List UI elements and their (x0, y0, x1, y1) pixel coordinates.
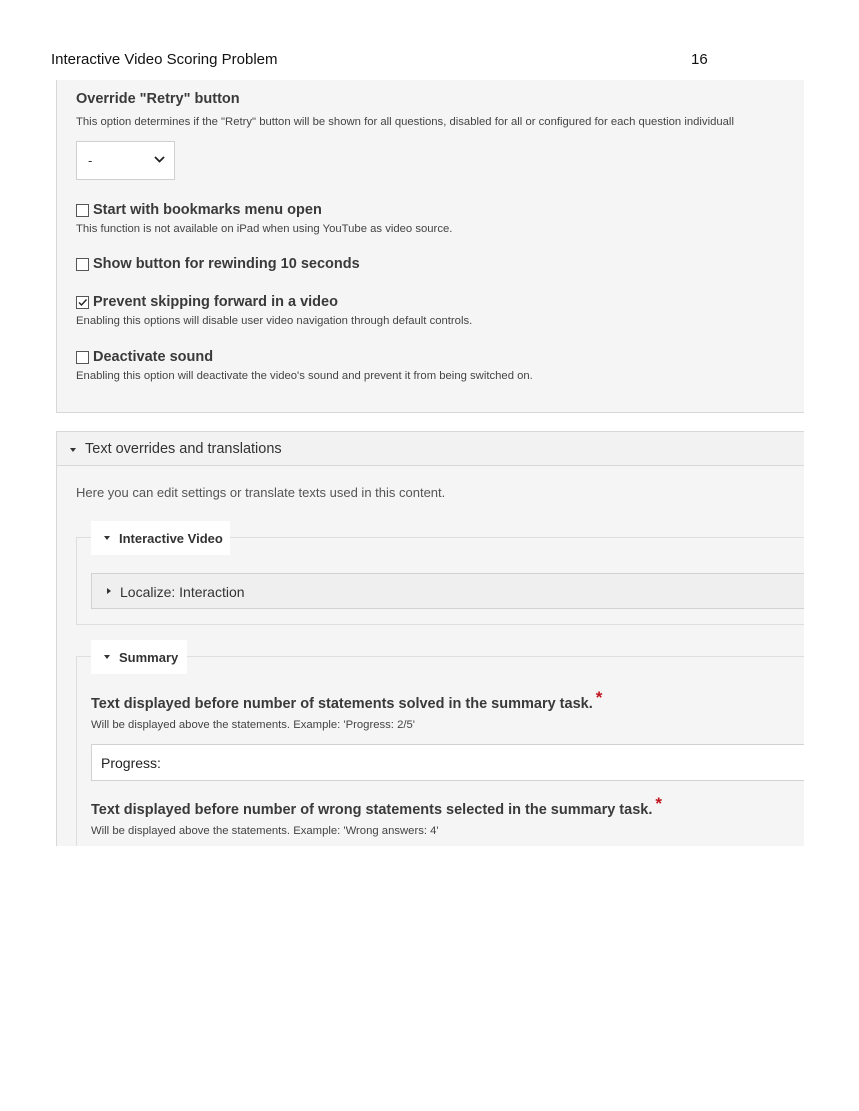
progress-text-value: Progress: (101, 755, 161, 771)
interactive-video-group (76, 531, 804, 625)
document-header (51, 51, 859, 71)
prevent-skipping-label: Prevent skipping forward in a video (93, 294, 338, 310)
required-marker: * (655, 794, 662, 813)
progress-text-label-text: Text displayed before number of statements solved in the summary task. (91, 696, 593, 712)
retry-override-value: - (88, 153, 93, 168)
text-overrides-header[interactable] (56, 431, 804, 466)
prevent-skipping-checkbox[interactable] (76, 296, 89, 309)
caret-down-icon (104, 536, 110, 540)
retry-override-select[interactable] (76, 141, 175, 180)
checkmark-icon (77, 297, 88, 308)
wrong-answers-text-label (91, 794, 662, 819)
deactivate-sound-label: Deactivate sound (93, 349, 214, 365)
wrong-answers-text-help: Will be displayed above the statements. Example: 'Wrong answers: 4' (91, 825, 439, 837)
retry-override-description: This option determines if the "Retry" button will be shown for all questions, disabled for all or configured for each question individuall (76, 116, 734, 128)
summary-legend[interactable] (91, 640, 187, 674)
rewind-button-label: Show button for rewinding 10 seconds (93, 256, 360, 272)
localize-interaction-row[interactable] (91, 573, 804, 609)
rewind-button-checkbox[interactable] (76, 258, 89, 271)
interactive-video-legend[interactable] (91, 521, 230, 555)
deactivate-sound-description: Enabling this option will deactivate the video's sound and prevent it from being switched on. (76, 370, 533, 382)
prevent-skipping-description: Enabling this options will disable user video navigation through default controls. (76, 315, 473, 327)
progress-text-input[interactable] (91, 744, 804, 781)
caret-down-icon (70, 448, 76, 452)
bookmarks-menu-description: This function is not available on iPad when using YouTube as video source. (76, 223, 453, 235)
deactivate-sound-checkbox[interactable] (76, 351, 89, 364)
editor-screenshot (56, 80, 804, 846)
interactive-video-legend-label: Interactive Video (119, 531, 223, 546)
progress-text-help: Will be displayed above the statements. Example: 'Progress: 2/5' (91, 719, 415, 731)
bookmarks-menu-checkbox[interactable] (76, 204, 89, 217)
caret-right-icon (107, 588, 111, 594)
caret-down-icon (104, 655, 110, 659)
behaviour-settings-panel (56, 80, 804, 413)
wrong-answers-text-label-text: Text displayed before number of wrong statements selected in the summary task. (91, 802, 653, 818)
summary-group (76, 650, 804, 846)
page-number: 16 (691, 51, 708, 68)
text-overrides-intro: Here you can edit settings or translate texts used in this content. (76, 485, 446, 500)
retry-override-title: Override "Retry" button (76, 91, 240, 107)
text-overrides-title: Text overrides and translations (85, 441, 282, 457)
document-title: Interactive Video Scoring Problem (51, 51, 278, 68)
progress-text-label (91, 688, 603, 713)
summary-legend-label: Summary (119, 650, 179, 665)
text-overrides-body (56, 466, 804, 846)
bookmarks-menu-label: Start with bookmarks menu open (93, 202, 322, 218)
localize-interaction-label: Localize: Interaction (120, 584, 245, 600)
required-marker: * (595, 688, 603, 707)
chevron-down-icon (154, 155, 165, 164)
